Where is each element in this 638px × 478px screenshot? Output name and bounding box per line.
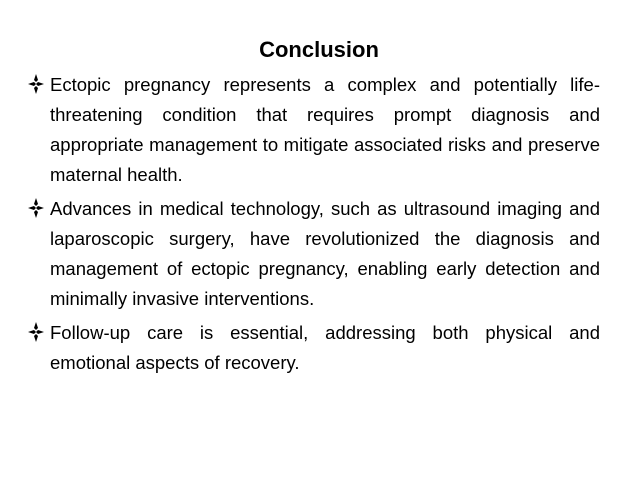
bullet-text: Ectopic pregnancy represents a complex and potentially life-threatening condition that requires prompt diagnosis and appropriate management to mitigate associated risks and preserve maternal health. <box>50 74 600 185</box>
bullet-item-1 <box>24 70 600 190</box>
slide-title: Conclusion <box>259 37 379 62</box>
diamond-bullet-icon <box>24 194 48 224</box>
diamond-bullet-icon <box>24 70 48 100</box>
bullet-text: Advances in medical technology, such as ultrasound imaging and laparoscopic surgery, have revolutionized the diagnosis and management of ectopic pregnancy, enabling early detection and minimally invasive interventions. <box>50 198 600 309</box>
bullet-list <box>24 70 600 382</box>
diamond-bullet-icon <box>24 318 48 348</box>
bullet-item-2 <box>24 194 600 314</box>
bullet-item-3 <box>24 318 600 378</box>
bullet-text: Follow-up care is essential, addressing both physical and emotional aspects of recovery. <box>50 322 600 373</box>
